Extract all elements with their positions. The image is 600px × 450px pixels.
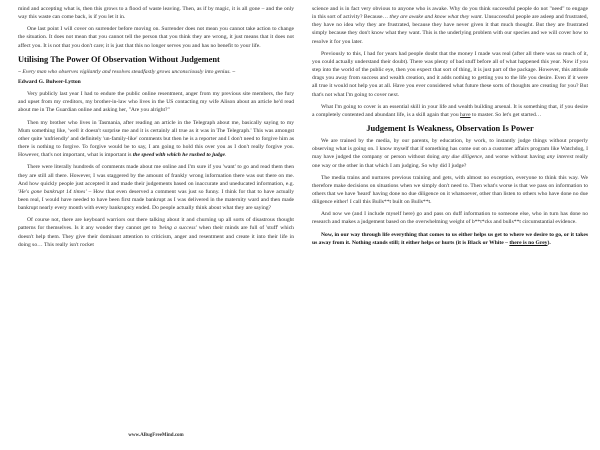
- emphasis-text: any interest: [546, 154, 574, 161]
- emphasis-text: 'He's gone bankrupt 14 times': [18, 188, 87, 195]
- paragraph: [312, 103, 588, 119]
- paragraph: [18, 119, 294, 160]
- paragraph-text: – How that even deserved a comment was just so funny. I think for that to have actually been real, I would have needed to have been first made bankrupt as I was delivered in the maternity ward and then made bankrupt nearly every month with every bankruptcy ended. Do people actually think about what they are saying?: [18, 188, 294, 212]
- paragraph-text: There were literally hundreds of comments made about me online and I'm sure if you 'want' to go and read them then they are still all there. However, I was staggered by the amount of frankly wrong information there was out there on me. And how quickly people just accepted it and made their judgements based on inaccurate and uneducated information, e.g.: [18, 164, 294, 187]
- quote-text: ~ Every man who observes vigilantly and resolves steadfastly grows unconsciously into genius.: [18, 68, 231, 75]
- paragraph-text: .: [224, 152, 227, 159]
- right-column: [312, 5, 588, 251]
- paragraph-text: What I'm going to cover is an essential skill in your life and wealth building arsenal. It is something that, if you desire a completely contented and abundant life, is a skill again that you: [312, 103, 588, 118]
- emphasis-text: any due diligence: [441, 154, 482, 161]
- quote-attribution: Edward G. Bulwer-Lytton: [18, 78, 81, 85]
- emphasis-text: they are awake and know what they want.: [389, 14, 483, 21]
- quote-end-mark: ~: [232, 68, 236, 75]
- left-column: [18, 5, 294, 253]
- emphasis-text: 'being a success': [158, 225, 197, 232]
- paragraph: The media trains and nurtures previous training and gets, with almost no exception, everyone to think this way. We therefore make decisions on situations when we simply don't need to. Then what's worse is that we pass on information to others that we have 'heard' having done no due diligence on it whatsoever, other than listen to others who have done no due diligence either! I call this Bulls**t built on Bulls**t.: [312, 174, 588, 206]
- paragraph-text: to master. So let's get started…: [472, 111, 542, 118]
- epigraph-quote: [18, 68, 294, 76]
- paragraph: One last point I will cover on surrender before moving on. Surrender does not mean you cannot take action to change the situation. It does not mean that you cannot tell the person that you think they are wrong, it just means that it does not affect you. It is not that you don't care; it is just that this no longer serves you and has no benefit to your life.: [18, 26, 294, 49]
- paragraph: mind and accepting what is, then this grows to a flood of waste leaving. Then, as if by magic, it is all gone – and the only way this waste can come back, is if you let it in.: [18, 6, 294, 21]
- paragraph: Previously to this, I had for years had people doubt that the money I made was real (after all there was so much of it, you could actually understand their doubt). There was plenty of bad stuff before all of what happened this year. Now if you step into the world of the public eye, then you expect that sort of thing, it is just part of the package. However, this attitude drags you away from success and wealth creation, and it adds nothing to getting you to the life you desire. Even if it were all true it would not help you at all. Have you ever considered what future these sorts of thoughts are creating for you? But that's not what I'm going to cover next.: [312, 50, 588, 98]
- emphasis-text: the speed with which he rushed to judge: [132, 152, 225, 159]
- paragraph: Very publicly last year I had to endure the public online resentment, anger from my previous site members, the fury and upset from my creditors, my brother-in-law who lives in the US contacting my wife Alison about an article he'd read about me in The Guardian online and asking her, "Are you alright?": [18, 91, 294, 114]
- paragraph-text: We are trained by the media, by our parents, by education, by work, to instantly judge things without properly observing what is going on. I know myself that if something has come out on a customer affairs program like Watchdog, I may have judged the company or person without doing: [312, 138, 588, 161]
- section-heading: Utilising The Power Of Observation Without Judgement: [18, 54, 220, 64]
- paragraph-text: Then my brother who lives in Tasmania, after reading an article in the Telegraph about me, basically saying to my Mum something like, 'well it doesn't surprise me and it is certainly all true as it was in The Telegraph.' This was amongst other quite 'unfriendly' and definitely 'un-family-like' comments but then he is a reporter and I don't need to forgive him as there is nothing to forgive. To forgive would be to say, I am going to hold this over you as I don't really forgive you. However, that's not important, what is important is: [18, 119, 294, 159]
- emphasis-text: there is no Grey: [509, 239, 548, 246]
- paragraph-text: , and worse without having: [481, 154, 545, 161]
- emphasis-text: have: [460, 111, 471, 118]
- paragraph-text: Unsuccessful people are asleep and frustrated, they have no idea why they are frustrated, because they have never given it that much thought. But they are frustrated simply because they don't know what they want. This is the underlying problem with our species and we will cover how to resolve it for you later.: [312, 14, 588, 45]
- paragraph-text: when their minds are full of 'stuff' which doesn't help them. They give their dominant attention to criticism, anger and resentment and create it into their life in doing so… This really isn't rocket: [18, 225, 294, 248]
- paragraph: [312, 231, 588, 247]
- paragraph-text: ).: [547, 239, 551, 246]
- paragraph: [312, 5, 588, 46]
- paragraph: And now we (and I include myself here) go and pass on duff information to someone else, who in turn has done no research and makes a judgement based on the overwhelming weight of b**t*cks and bulls**t circumstantial evidence.: [312, 211, 588, 226]
- paragraph-text: science and is in fact very obvious to anyone who is awake. Why do you think successful people do not "need" to engage in this sort of activity? Because…: [312, 6, 588, 21]
- paragraph-text: Now, in our way through life everything that comes to us either helps us get to where we desire to go, or it takes us away from it. Nothing stands still; it either helps or hurts (it is Black or White –: [312, 231, 588, 246]
- paragraph: [18, 163, 294, 212]
- paragraph-text: really one way or the other in that which I am judging. So why did I judge?: [312, 154, 589, 169]
- section-heading: Judgement Is Weakness, Observation Is Power: [366, 124, 534, 134]
- paragraph-text: Of course not, there are keyboard warriors out there talking about it and churning up all sorts of disastrous thought patterns for themselves. Is it any wonder they cannot get to: [18, 217, 294, 232]
- paragraph: [312, 137, 588, 170]
- paragraph: [18, 216, 294, 249]
- footer-url: www.ABugFreeMind.com: [128, 433, 184, 438]
